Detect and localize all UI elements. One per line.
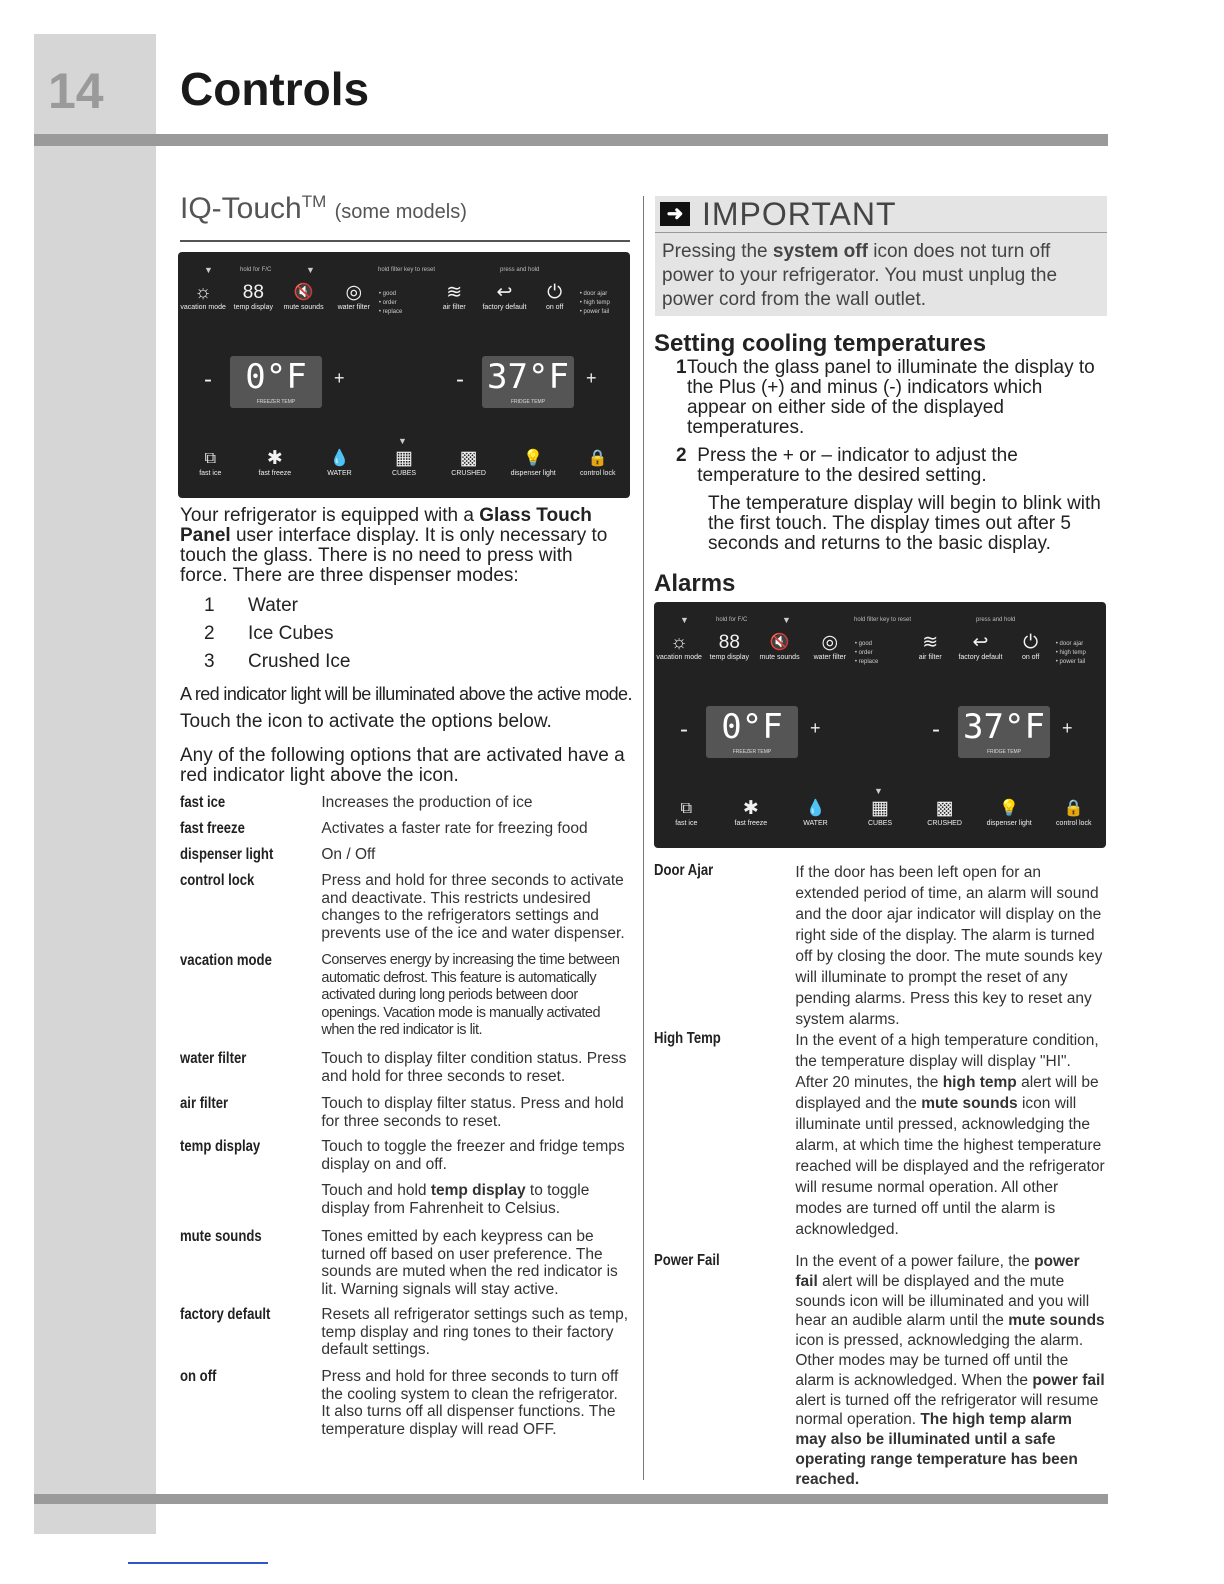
sun-icon: ☼ [670, 632, 688, 653]
power-icon: ⏻ [1023, 632, 1039, 653]
list-item: 2 Ice Cubes [204, 623, 334, 644]
cubes-icon: ▦ [871, 798, 889, 819]
water-button: 💧 WATER [783, 798, 848, 828]
fast-freeze-button: ✱ fast freeze [719, 798, 784, 828]
alarm-power-fail: Power Fail In the event of a power failure, the power fail alert will be displayed and the mute sounds icon will be illuminated and you will hear an audible alarm until the mute sounds icon is pressed, acknowledging the alarm. Other modes may be turned off until the alarm is acknowledged. When the power fail alert is turned off the refrigerator will resume normal operation. The high temp alarm may also be illuminated until a safe operating range temperature has been reached. [654, 1252, 1105, 1488]
panel-bottom-row [178, 448, 630, 478]
cooling-heading: Setting cooling temperatures [654, 330, 987, 357]
control-lock-button: 🔒 control lock [565, 448, 630, 478]
snowflake-icon: ✱ [742, 798, 759, 819]
filter-status-list: • good • order • replace [378, 291, 403, 315]
control-panel-image-alarms: ▼ hold for F/C ▼ hold filter key to reset press and hold ☼ vacation mode 88 temp display 🔇 mute sounds ◎ water filter • good • order • replace ≋ air filter ↩ factory default ⏻ on off • door ajar • high temp • power fail - 0°F FREEZER TEMP + - 37°F FRIDGE TEMP + ▼ ⧉ fast ice ✱ fast freeze 💧 WATER ▦ CUBES ▩ CRUSHED 💡 dispenser light 🔒 control lock [654, 602, 1106, 848]
arrow-right-icon: ➜ [660, 202, 690, 226]
fast-freeze-button: ✱ fast freeze [243, 448, 308, 478]
filter-icon: ◎ [821, 632, 839, 653]
fast-ice-button: ⧉ fast ice [654, 798, 719, 828]
important-text: Pressing the system off icon does not turn off power to your refrigerator. You must unplug the power cord from the wall outlet. [662, 241, 1058, 310]
alarm-status-list: • door ajar • high temp • power fail [579, 291, 610, 315]
lock-icon: 🔒 [587, 450, 608, 467]
crushed-button: ▩ CRUSHED [436, 448, 501, 478]
option-mute-sounds: mute sounds Tones emitted by each keypress can be turned off based on user preference. The sounds are muted when the red indicator is lit. Warning signals will stay active. [180, 1228, 618, 1298]
bulb-icon: 💡 [999, 800, 1020, 817]
on-off-button: ⏻ on off [530, 282, 580, 317]
power-icon: ⏻ [547, 282, 563, 303]
cubes-icon: ▦ [395, 448, 413, 469]
sun-icon: ☼ [194, 282, 212, 303]
side-band [34, 34, 156, 1534]
vacation-mode-button: ☼ vacation mode [654, 632, 704, 667]
option-vacation-mode: vacation mode Conserves energy by increasing the time between automatic defrost. This feature is automatically activated during long periods between door openings. Vacation mode is manually activated when the red indicator is lit. [180, 952, 620, 1038]
mute-icon: 🔇 [769, 634, 790, 651]
cooling-step: 2 Press the + or – indicator to adjust the temperature to the desired setting. [676, 445, 1018, 486]
list-item: 1 Water [204, 595, 298, 616]
option-factory-default: factory default Resets all refrigerator settings such as temp, temp display and ring tones to their factory default settings. [180, 1306, 629, 1358]
crushed-icon: ▩ [459, 448, 478, 469]
option-air-filter: air filter Touch to display filter status. Press and hold for three seconds to reset. [180, 1095, 624, 1130]
ice-icon: ⧉ [680, 800, 692, 817]
fridge-plus: + [586, 368, 597, 388]
list-item: 3 Crushed Ice [204, 651, 351, 672]
vacation-mode-button: ☼ vacation mode [178, 282, 228, 317]
intro-paragraph: Your refrigerator is equipped with a Glass Touch Panel user interface display. It is only necessary to touch the glass. There is no need to press with force. There are three dispenser modes: [180, 505, 608, 586]
mute-sounds-button: 🔇 mute sounds [278, 282, 328, 317]
red-indicator-note: A red indicator light will be illuminated above the active mode. [180, 684, 632, 704]
control-lock-button: 🔒 control lock [1041, 798, 1106, 828]
dispenser-light-button: 💡 dispenser light [977, 798, 1042, 828]
options-intro: Any of the following options that are activated have a red indicator light above the icon. [180, 745, 625, 786]
cubes-button: ▦ CUBES [848, 798, 913, 828]
air-icon: ≋ [446, 282, 463, 303]
option-on-off: on off Press and hold for three seconds to turn off the cooling system to clean the refrigerator. It also turns off all dispenser functions. The temperature display will read OFF. [180, 1368, 619, 1438]
ice-icon: ⧉ [204, 450, 216, 467]
air-filter-button: ≋ air filter [429, 282, 479, 317]
filter-icon: ◎ [345, 282, 363, 303]
water-filter-button: ◎ water filter [805, 632, 855, 667]
fast-ice-button: ⧉ fast ice [178, 448, 243, 478]
water-drop-icon: 💧 [329, 450, 350, 467]
cooling-step: 1 Touch the glass panel to illuminate the display to the Plus (+) and minus (-) indicators which appear on either side of the displayed temperatures. [676, 357, 1095, 438]
top-rule [34, 134, 1108, 146]
option-temp-display: temp display Touch to toggle the freezer and fridge temps display on and off. [180, 1138, 625, 1173]
touch-instruction: Touch the icon to activate the options below. [180, 711, 552, 732]
cubes-button: ▦ CUBES [372, 448, 437, 478]
section-rule [180, 240, 630, 242]
temp-display-button: 88 temp display [228, 282, 278, 317]
panel-top-row [178, 282, 630, 317]
page-title: Controls [180, 63, 370, 115]
hint-press-hold: press and hold [500, 267, 540, 273]
important-rule [655, 232, 1107, 233]
option-dispenser-light: dispenser light On / Off [180, 846, 376, 863]
fridge-display: 37°F FRIDGE TEMP [958, 706, 1050, 758]
blink-note: The temperature display will begin to blink with the first touch. The display times out after 5 seconds and returns to the basic display. [708, 493, 1101, 554]
factory-default-button: ↩ factory default [479, 282, 529, 317]
fridge-display: 37°F FRIDGE TEMP [482, 356, 574, 408]
footer-link-line [128, 1562, 268, 1564]
air-filter-button: ≋ air filter [905, 632, 955, 667]
digits-icon: 88 [242, 282, 264, 303]
return-icon: ↩ [972, 632, 989, 653]
water-drop-icon: 💧 [805, 800, 826, 817]
alarm-high-temp: High Temp In the event of a high temperature condition, the temperature display will display "HI". After 20 minutes, the high temp alert will be displayed and the mute sounds icon will illuminate until pressed, acknowledging the alarm, at which time the highest temperature reached will be displayed and the refrigerator will resume normal operation. All other modes are turned off until the alarm is acknowledged. [654, 1030, 1105, 1238]
freezer-display: 0°F FREEZER TEMP [706, 706, 798, 758]
lock-icon: 🔒 [1063, 800, 1084, 817]
water-button: 💧 WATER [307, 448, 372, 478]
dispenser-light-button: 💡 dispenser light [501, 448, 566, 478]
hint-hold-filter: hold filter key to reset [378, 267, 436, 273]
column-divider [643, 196, 644, 1480]
digits-icon: 88 [718, 632, 740, 653]
crushed-icon: ▩ [935, 798, 954, 819]
bottom-rule [34, 1494, 1108, 1504]
temp-display-button: 88 temp display [704, 632, 754, 667]
freezer-display: 0°F FREEZER TEMP [230, 356, 322, 408]
alarms-heading: Alarms [654, 570, 736, 597]
section-title: IQ-Touch™ (some models) [180, 192, 467, 225]
control-panel-image: ▼ hold for F/C ▼ hold filter key to reset press and hold ☼ vacation mode 88 temp display 🔇 mute sounds ◎ water filter • good • order • replace ≋ air filter ↩ factory default ⏻ on off • door ajar • high temp • power fail - 0°F FREEZER TEMP + - 37°F FRIDGE TEMP + ▼ ⧉ fast ice ✱ fast freeze 💧 WATER ▦ CUBES ▩ CRUSHED 💡 dispenser light 🔒 control lock [178, 252, 630, 498]
alarm-door-ajar: Door Ajar If the door has been left open for an extended period of time, an alarm will sound and the door ajar indicator will display on the right side of the display. The alarm is turned off by closing the door. The mute sounds key will illuminate to prompt the reset of any pending alarms. Press this key to reset any system alarms. [654, 862, 1103, 1028]
air-icon: ≋ [922, 632, 939, 653]
bulb-icon: 💡 [523, 450, 544, 467]
option-control-lock: control lock Press and hold for three seconds to activate and deactivate. This restricts undesired changes to the refrigerators settings and prevents use of the ice and water dispenser. [180, 872, 625, 942]
hint-hold-fc: hold for F/C [240, 267, 272, 273]
freezer-plus: + [334, 368, 345, 388]
important-title: IMPORTANT [702, 196, 897, 232]
option-water-filter: water filter Touch to display filter condition status. Press and hold for three seconds to reset. [180, 1050, 627, 1085]
option-fast-freeze: fast freeze Activates a faster rate for freezing food [180, 820, 588, 837]
option-temp-display-extra: Touch and hold temp display to toggle display from Fahrenheit to Celsius. [321, 1182, 590, 1217]
water-filter-button: ◎ water filter [329, 282, 379, 317]
page-number: 14 [48, 63, 104, 119]
mute-icon: 🔇 [293, 284, 314, 301]
freezer-minus: - [204, 366, 212, 393]
on-off-button: ⏻ on off [1006, 632, 1056, 667]
mute-sounds-button: 🔇 mute sounds [754, 632, 804, 667]
return-icon: ↩ [496, 282, 513, 303]
factory-default-button: ↩ factory default [955, 632, 1005, 667]
option-fast-ice: fast ice Increases the production of ice [180, 794, 533, 811]
snowflake-icon: ✱ [266, 448, 283, 469]
dispenser-modes-list [204, 592, 350, 676]
fridge-minus: - [456, 366, 464, 393]
crushed-button: ▩ CRUSHED [912, 798, 977, 828]
